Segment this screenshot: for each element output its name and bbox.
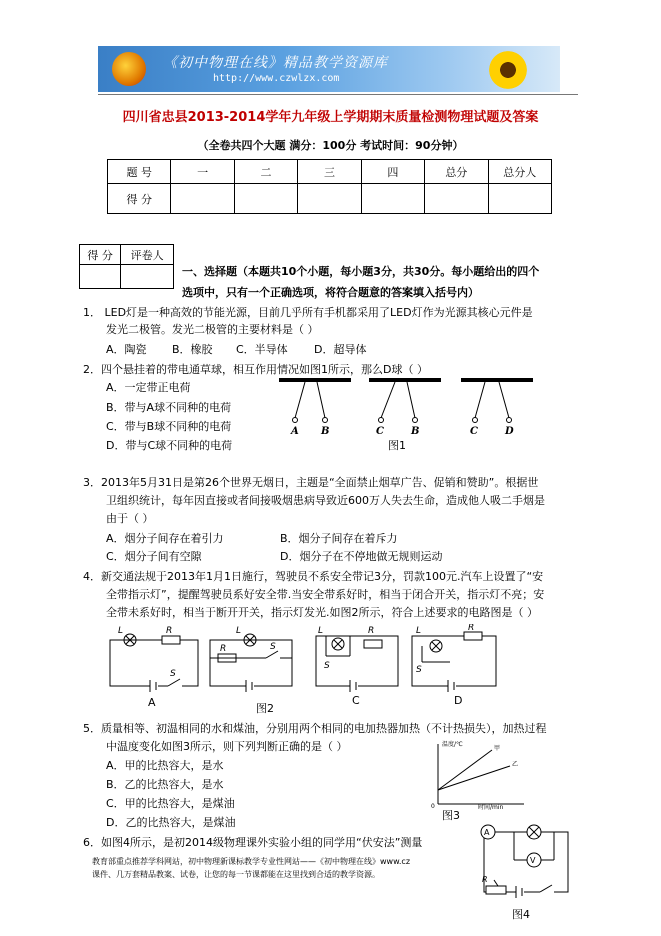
ammeter-label: A xyxy=(484,828,490,837)
score-table xyxy=(107,159,552,214)
grader-name-cell[interactable] xyxy=(121,265,174,289)
circuit-label-d: D xyxy=(454,694,463,707)
circuit-resistor-label: R xyxy=(368,626,375,636)
circuit-switch-label: S xyxy=(324,661,330,671)
footer-ad-line2: 课件、几万套精品教案、试卷，让您的每一节课都能在这里找到合适的教学资源。 xyxy=(92,870,380,879)
score-cell[interactable] xyxy=(298,184,361,214)
circuit-resistor-label: R xyxy=(220,644,227,654)
score-table-header-cell: 题 号 xyxy=(108,160,171,184)
circuit-resistor-label: R xyxy=(468,624,475,633)
circuit-lamp-label: L xyxy=(416,626,422,636)
score-table-header-cell: 三 xyxy=(298,160,361,184)
ball-label: D xyxy=(505,426,514,436)
document-title: 四川省忠县2013-2014学年九年级上学期期末质量检测物理试题及答案 xyxy=(122,110,539,125)
circuit-switch-label: S xyxy=(170,669,176,679)
circuit-c[interactable] xyxy=(316,626,398,692)
q3-stem-line2: 卫组织统计，每年因直接或者间接吸烟患病导致近600万人失去生命，造成他人吸二手烟是 xyxy=(106,494,545,507)
circuit-switch-label: S xyxy=(416,665,422,675)
graph-x-label: 时间/min xyxy=(478,804,504,811)
ball-label: A xyxy=(291,426,299,436)
q1-option-c[interactable]: C．半导体 xyxy=(236,343,288,356)
q4-stem-line3: 全带未系好时，相当于断开开关，指示灯发光.如图2所示，符合上述要求的电路图是（ ） xyxy=(106,606,538,619)
score-table-header-cell: 总分 xyxy=(425,160,488,184)
logo-icon xyxy=(112,52,146,86)
ball-label: B xyxy=(321,426,330,436)
q5-option-b[interactable]: B．乙的比热容大，是水 xyxy=(106,778,224,791)
score-table-header-cell: 二 xyxy=(234,160,297,184)
q1-option-b[interactable]: B．橡胶 xyxy=(172,343,213,356)
grader-score-cell[interactable] xyxy=(80,265,121,289)
circuit-switch-label: S xyxy=(270,642,276,652)
circuit-label-c: C xyxy=(352,694,360,707)
grader-score-label: 得 分 xyxy=(80,245,121,265)
q3-option-c[interactable]: C．烟分子间有空隙 xyxy=(106,550,202,563)
score-cell[interactable] xyxy=(234,184,297,214)
header-banner xyxy=(98,46,560,92)
q3-option-b[interactable]: B．烟分子间存在着斥力 xyxy=(280,532,398,545)
circuit-lamp-label: L xyxy=(318,626,324,636)
rheostat-label: R xyxy=(482,875,488,884)
grader-label: 评卷人 xyxy=(121,245,174,265)
header-rule xyxy=(98,94,578,95)
score-table-header-cell: 四 xyxy=(361,160,424,184)
q1-stem-line2: 发光二极管。发光二极管的主要材料是（ ） xyxy=(106,323,319,336)
circuit-a[interactable] xyxy=(110,626,198,692)
circuit-lamp-label: L xyxy=(236,626,242,636)
score-row-label: 得 分 xyxy=(108,184,171,214)
banner-url: http://www.czwlzx.com xyxy=(213,73,340,84)
q4-stem-line1: 4．新交通法规于2013年1月1日施行，驾驶员不系安全带记3分，罚款100元.汽车上设置了“安 xyxy=(83,570,544,583)
score-cell[interactable] xyxy=(488,184,551,214)
q3-stem-line3: 由于（ ） xyxy=(106,512,154,525)
section1-heading-line2: 选项中，只有一个正确选项，将符合题意的答案填入括号内） xyxy=(182,286,479,299)
graph-y-label: 温度/℃ xyxy=(442,741,463,748)
section1-heading-line1: 一、选择题（本题共10个小题，每小题3分，共30分。每小题给出的四个 xyxy=(182,265,540,278)
ball-label: C xyxy=(470,426,478,436)
score-cell[interactable] xyxy=(171,184,234,214)
footer-ad-line1: 教育部重点推荐学科网站，初中物理新课标教学专业性网站——《初中物理在线》www.cz xyxy=(92,857,411,866)
q1-option-a[interactable]: A．陶瓷 xyxy=(106,343,147,356)
circuit-label-a: A xyxy=(148,696,156,709)
q1-option-d[interactable]: D．超导体 xyxy=(314,343,367,356)
q3-option-d[interactable]: D．烟分子在不停地做无规则运动 xyxy=(280,550,443,563)
q1-stem-line1: 1． LED灯是一种高效的节能光源，目前几乎所有手机都采用了LED灯作为光源其核心元件是 xyxy=(83,306,533,319)
circuit-resistor-label: R xyxy=(166,626,173,636)
banner-title: 《初中物理在线》精品教学资源库 xyxy=(163,55,388,71)
circuit-lamp-label: L xyxy=(118,626,124,636)
q5-option-d[interactable]: D．乙的比热容大，是煤油 xyxy=(106,816,236,829)
score-table-header-cell: 一 xyxy=(171,160,234,184)
figure-1-pith-balls xyxy=(275,374,535,436)
voltmeter-label: V xyxy=(530,856,536,865)
q2-option-d[interactable]: D．带与C球不同种的电荷 xyxy=(106,439,233,452)
circuit-d[interactable] xyxy=(412,624,496,692)
graph-series-2-label: 乙 xyxy=(512,761,519,768)
grader-box xyxy=(79,244,174,289)
figure-2-caption: 图2 xyxy=(256,702,274,715)
ball-label: B xyxy=(411,426,420,436)
sunflower-icon xyxy=(486,48,530,92)
exam-info: （全卷共四个大题 满分：100分 考试时间：90分钟） xyxy=(197,139,464,152)
score-cell[interactable] xyxy=(361,184,424,214)
score-table-header-cell: 总分人 xyxy=(488,160,551,184)
q5-option-a[interactable]: A．甲的比热容大，是水 xyxy=(106,759,224,772)
score-cell[interactable] xyxy=(425,184,488,214)
q2-option-b[interactable]: B．带与A球不同种的电荷 xyxy=(106,401,232,414)
q2-stem: 2．四个悬挂着的带电通草球，相互作用情况如图1所示，那么D球（ ） xyxy=(83,363,428,376)
figure-3-caption: 图3 xyxy=(442,809,460,822)
figure-3-temperature-graph xyxy=(428,738,528,808)
graph-series-1-label: 甲 xyxy=(494,745,501,752)
q4-stem-line2: 全带指示灯”，提醒驾驶员系好安全带.当安全带系好时，相当于闭合开关，指示灯不亮；安 xyxy=(106,588,545,601)
q2-option-a[interactable]: A．一定带正电荷 xyxy=(106,381,191,394)
figure-4-voltammetry-circuit xyxy=(468,820,576,910)
ball-label: C xyxy=(376,426,384,436)
q3-stem-line1: 3．2013年5月31日是第26个世界无烟日，主题是“全面禁止烟草广告、促销和赞助”。根据世 xyxy=(83,476,539,489)
q5-stem-line1: 5．质量相等、初温相同的水和煤油，分别用两个相同的电加热器加热（不计热损失），加热过程 xyxy=(83,722,547,735)
graph-origin-label: 0 xyxy=(431,803,435,808)
figure-4-caption: 图4 xyxy=(512,908,530,921)
circuit-b[interactable] xyxy=(210,626,292,692)
q5-option-c[interactable]: C．甲的比热容大，是煤油 xyxy=(106,797,235,810)
q3-option-a[interactable]: A．烟分子间存在着引力 xyxy=(106,532,224,545)
figure-2-circuits xyxy=(100,624,590,694)
figure-1-caption: 图1 xyxy=(388,439,406,452)
q6-stem-line1: 6．如图4所示，是初2014级物理课外实验小组的同学用“伏安法”测量 xyxy=(83,836,423,849)
q5-stem-line2: 中温度变化如图3所示，则下列判断正确的是（ ） xyxy=(106,740,348,753)
q2-option-c[interactable]: C．带与B球不同种的电荷 xyxy=(106,420,232,433)
